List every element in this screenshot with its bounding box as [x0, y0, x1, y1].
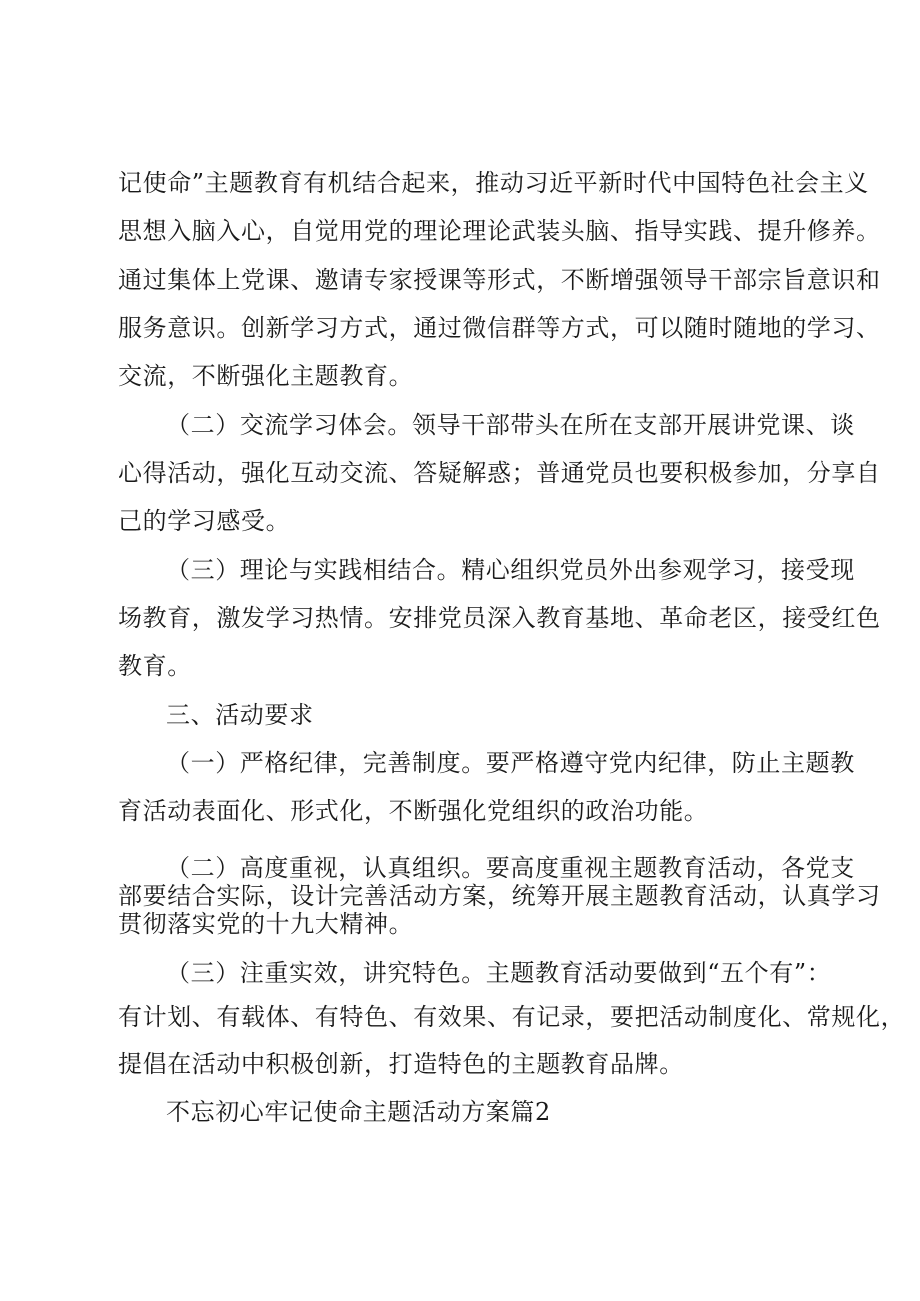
- body-text-line: 部要结合实际，设计完善活动方案，统筹开展主题教育活动，认真学习: [118, 882, 881, 910]
- body-text-line: 育活动表面化、形式化，不断强化党组织的政治功能。: [118, 797, 709, 825]
- body-text-line: 通过集体上党课、邀请专家授课等形式，不断增强领导干部宗旨意识和: [118, 266, 881, 294]
- body-text-line: 有计划、有载体、有特色、有效果、有记录，要把活动制度化、常规化，: [118, 1003, 906, 1031]
- body-text-line: 己的学习感受。: [118, 507, 291, 535]
- body-text-line: （三）理论与实践相结合。精心组织党员外出参观学习，接受现: [166, 556, 855, 584]
- body-text-line: 心得活动，强化互动交流、答疑解惑；普通党员也要积极参加，分享自: [118, 459, 881, 487]
- body-text-line: （三）注重实效，讲究特色。主题教育活动要做到“五个有”：: [166, 959, 832, 987]
- body-text-line: 场教育，激发学习热情。安排党员深入教育基地、革命老区，接受红色: [118, 604, 881, 632]
- body-text-line: （一）严格纪律，完善制度。要严格遵守党内纪律，防止主题教: [166, 749, 855, 777]
- section-title: 不忘初心牢记使命主题活动方案篇2: [166, 1098, 551, 1126]
- body-text-line: 服务意识。创新学习方式，通过微信群等方式，可以随时随地的学习、: [118, 314, 881, 342]
- body-text-line: （二）高度重视，认真组织。要高度重视主题教育活动，各党支: [166, 854, 855, 882]
- body-text-line: （二）交流学习体会。领导干部带头在所在支部开展讲党课、谈: [166, 411, 855, 439]
- body-text-line: 提倡在活动中积极创新，打造特色的主题教育品牌。: [118, 1050, 684, 1078]
- body-text-line: 教育。: [118, 652, 192, 680]
- body-text-line: 贯彻落实党的十九大精神。: [118, 910, 414, 938]
- section-heading: 三、活动要求: [166, 701, 314, 729]
- body-text-line: 交流，不断强化主题教育。: [118, 362, 414, 390]
- body-text-line: 记使命”主题教育有机结合起来，推动习近平新时代中国特色社会主义: [118, 169, 869, 197]
- body-text-line: 思想入脑入心，自觉用党的理论理论武装头脑、指导实践、提升修养。: [118, 217, 881, 245]
